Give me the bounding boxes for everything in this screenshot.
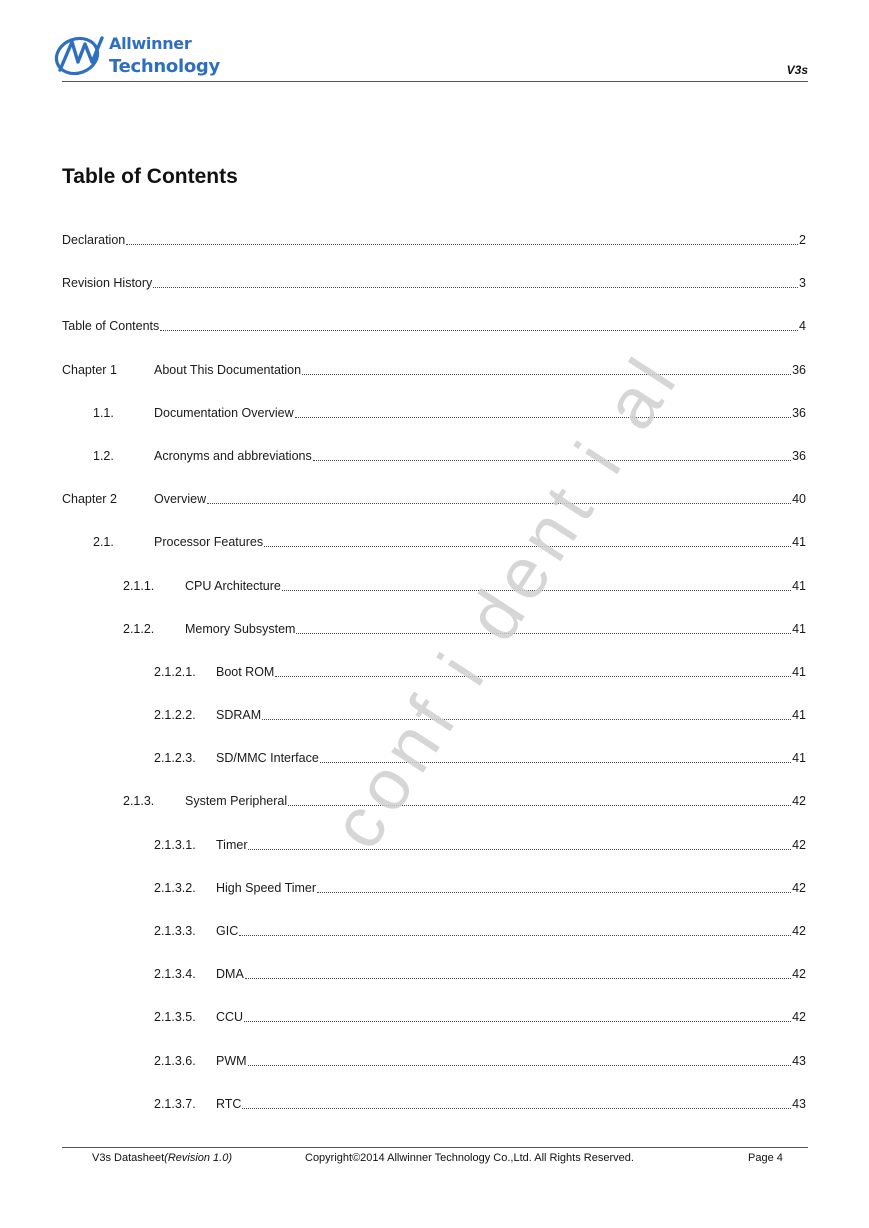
toc-entry-title: CPU Architecture [185,578,281,593]
dot-leader [313,448,791,461]
toc-entry-2-1-3-1[interactable] [62,837,806,880]
toc-entry-number: 2.1.3.4. [154,967,196,982]
header-divider [62,81,808,82]
dot-leader [302,362,791,375]
footer-doc-name [92,1152,232,1164]
toc-entry-page: 36 [792,405,806,420]
toc-entry-title: Overview [154,492,207,507]
toc-entry-page: 42 [792,794,806,809]
toc-entry-2-1-3-7[interactable] [62,1096,806,1139]
toc-entry-title: Boot ROM [216,664,275,679]
toc-entry-page: 40 [792,492,806,507]
toc-entry-declaration[interactable] [62,232,806,275]
dot-leader [282,578,791,591]
toc-entry-title: GIC [216,924,239,938]
dot-leader [320,750,791,763]
toc-entry-number: 2.1.3.5. [154,1010,196,1025]
dot-leader [153,275,798,288]
dot-leader [160,318,798,331]
toc-entry-chapter-2[interactable] [62,491,806,534]
toc-entry-page: 43 [792,1053,806,1068]
toc-entry-number: 2.1.2. [123,621,155,636]
toc-entry-title: DMA [216,967,244,982]
toc-entry-title: RTC [216,1096,242,1111]
toc-entry-number: 2.1.2.1. [154,664,196,679]
toc-entry-page: 41 [792,708,806,723]
dot-leader [248,1053,792,1066]
logo-text-technology: Technology [109,56,220,77]
toc-entry-number: 2.1.3.2. [154,880,196,895]
toc-entry-number: Chapter 2 [62,492,117,507]
toc-entry-title: Table of Contents [62,319,160,334]
page-header [52,30,808,84]
toc-entry-title: SD/MMC Interface [216,751,319,766]
dot-leader [288,793,791,806]
toc-entry-number: 2.1.3.6. [154,1053,196,1068]
aw-logo-icon [52,32,106,78]
toc-entry-title: Documentation Overview [154,405,294,420]
toc-entry-title: Processor Features [154,535,264,550]
dot-leader [248,837,791,850]
toc-entry-number: 1.1. [93,405,114,420]
page-title: Table of Contents [62,165,238,188]
toc-entry-title: Acronyms and abbreviations [154,448,312,463]
dot-leader [262,707,791,720]
toc-entry-page: 3 [799,276,806,291]
toc-entry-title: CCU [216,1010,244,1025]
logo-text-allwinner: Allwinner [109,34,192,53]
dot-leader [296,621,791,634]
toc-entry-2-1-1[interactable] [62,578,806,621]
toc-entry-2-1-3-4[interactable] [62,966,806,1009]
company-logo [52,30,222,82]
toc-entry-2-1-2[interactable] [62,621,806,664]
toc-entry-number: 2.1.3.3. [154,924,196,938]
toc-entry-2-1-3-5[interactable] [62,1009,806,1052]
toc-entry-page: 42 [792,1010,806,1025]
toc-entry-page: 41 [792,578,806,593]
toc-entry-page: 41 [792,535,806,550]
confidential-watermark: conf i dent i al [316,339,696,863]
doc-revision: (Revision 1.0) [164,1152,233,1164]
dot-leader [295,405,791,418]
toc-entry-page: 41 [792,751,806,766]
toc-entry-page: 42 [792,880,806,895]
toc-entry-title: About This Documentation [154,362,302,377]
toc-entry-number: 2.1. [93,535,114,550]
toc-entry-2-1-3-3[interactable] [62,923,806,966]
toc-entry-title: Declaration [62,233,126,247]
toc-entry-2-1-2-3[interactable] [62,750,806,793]
toc-entry-number: 2.1.1. [123,578,155,593]
toc-entry-title: PWM [216,1053,247,1068]
page-footer [62,1147,808,1177]
footer-page-number: Page 4 [748,1152,783,1164]
toc-entry-page: 42 [792,967,806,982]
toc-entry-title: Memory Subsystem [185,621,296,636]
toc-entry-revision-history[interactable] [62,275,806,318]
footer-copyright: Copyright©2014 Allwinner Technology Co.,Ltd. All Rights Reserved. [305,1152,634,1164]
dot-leader [126,232,798,245]
dot-leader [245,966,791,979]
toc-entry-title: System Peripheral [185,794,288,809]
toc-entry-page: 4 [799,319,806,334]
toc-entry-2-1[interactable] [62,534,806,577]
dot-leader [317,880,791,893]
toc-entry-number: 2.1.2.3. [154,751,196,766]
toc-entry-page: 2 [799,233,806,247]
toc-entry-table-of-contents[interactable] [62,318,806,361]
doc-name: V3s Datasheet [92,1152,165,1164]
toc-entry-number: 2.1.3.1. [154,837,196,852]
dot-leader [264,534,791,547]
footer-divider [62,1147,808,1148]
toc-entry-title: High Speed Timer [216,880,317,895]
toc-entry-page: 36 [792,362,806,377]
toc-entry-1-2[interactable] [62,448,806,491]
toc-entry-chapter-1[interactable] [62,362,806,405]
toc-entry-page: 36 [792,448,806,463]
toc-entry-page: 41 [792,664,806,679]
toc-entry-number: Chapter 1 [62,362,117,377]
toc-entry-1-1[interactable] [62,405,806,448]
document-code: V3s [786,63,808,77]
toc-entry-page: 41 [792,621,806,636]
dot-leader [275,664,791,677]
toc-entry-2-1-3-2[interactable] [62,880,806,923]
toc-entry-2-1-2-1[interactable] [62,664,806,707]
toc-entry-2-1-3[interactable] [62,793,806,836]
toc-entry-title: Timer [216,837,248,852]
dot-leader [244,1009,791,1022]
toc-entry-number: 2.1.3.7. [154,1096,196,1111]
toc-entry-number: 1.2. [93,448,114,463]
dot-leader [207,491,791,504]
dot-leader [239,923,791,936]
toc-entry-page: 42 [792,837,806,852]
toc-entry-title: Revision History [62,276,153,291]
toc-entry-title: SDRAM [216,708,262,723]
toc-entry-number: 2.1.2.2. [154,708,196,723]
table-of-contents [62,232,806,1139]
dot-leader [242,1096,791,1109]
toc-entry-page: 43 [792,1096,806,1111]
toc-entry-number: 2.1.3. [123,794,155,809]
toc-entry-2-1-3-6[interactable] [62,1053,806,1096]
toc-entry-page: 42 [792,924,806,938]
toc-entry-2-1-2-2[interactable] [62,707,806,750]
